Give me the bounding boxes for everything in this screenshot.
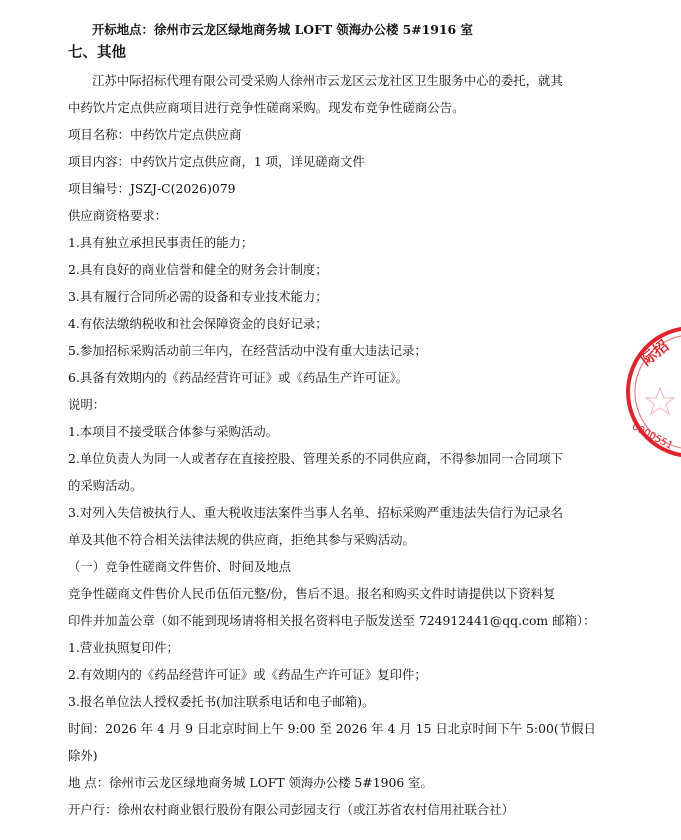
section-heading: 七、其他 [68,45,126,61]
location-line: 地 点：徐州市云龙区绿地商务城 LOFT 领海办公楼 5#1906 室。 [68,775,433,790]
notes-title: 说明： [68,397,106,412]
intro-paragraph-line-2: 中药饮片定点供应商项目进行竞争性磋商采购。现发布竞争性磋商公告。 [68,100,465,115]
opening-location-line: 开标地点：徐州市云龙区绿地商务城 LOFT 领海办公楼 5#1916 室 [92,22,473,37]
seal-text-top: 际招 [637,336,673,370]
seal-graphic [620,318,681,468]
qualification-title: 供应商资格要求： [68,208,168,223]
note-item: 2.单位负责人为同一人或者存在直接控股、管理关系的不同供应商，不得参加同一合同项下 [68,451,564,466]
note-item: 1.本项目不接受联合体参与采购活动。 [68,424,279,439]
subsection-title: （一）竞争性磋商文件售价、时间及地点 [68,559,292,574]
company-seal [620,318,681,468]
price-paragraph-line-1: 竞争性磋商文件售价人民币伍佰元整/份，售后不退。报名和购买文件时请提供以下资料复 [68,586,556,601]
intro-paragraph-line-1: 江苏中际招标代理有限公司受采购人徐州市云龙区云龙社区卫生服务中心的委托，就其 [92,73,563,88]
price-paragraph-line-2: 印件并加盖公章（如不能到现场请将相关报名资料电子版发送至 724912441@qq.com 邮箱）： [68,613,596,628]
qualification-item: 3.具有履行合同所必需的设备和专业技术能力； [68,289,328,304]
required-doc-item: 1.营业执照复印件； [68,640,179,655]
time-line-2: 除外) [68,748,98,763]
note-item-continued: 的采购活动。 [68,478,143,493]
project-content: 项目内容：中药饮片定点供应商，1 项，详见磋商文件 [68,154,365,169]
qualification-item: 5.参加招标采购活动前三年内，在经营活动中没有重大违法记录； [68,343,427,358]
qualification-item: 2.具有良好的商业信誉和健全的财务会计制度； [68,262,328,277]
qualification-item: 6.具备有效期内的《药品经营许可证》或《药品生产许可证》。 [68,370,409,385]
bank-line: 开户行：徐州农村商业银行股份有限公司彭园支行（或江苏省农村信用社联合社） [68,802,515,817]
project-name: 项目名称：中药饮片定点供应商 [68,127,242,142]
required-doc-item: 3.报名单位法人授权委托书(加注联系电话和电子邮箱)。 [68,694,375,709]
qualification-item: 4.有依法缴纳税收和社会保障资金的良好记录； [68,316,328,331]
time-line-1: 时间：2026 年 4 月 9 日北京时间上午 9:00 至 2026 年 4 月 15 日北京时间下午 5:00(节假日 [68,721,596,736]
seal-text-bottom: 0000551 [629,421,675,452]
note-item: 3.对列入失信被执行人、重大税收违法案件当事人名单、招标采购严重违法失信行为记录名 [68,505,564,520]
seal-star-icon [646,388,674,414]
required-doc-item: 2.有效期内的《药品经营许可证》或《药品生产许可证》复印件； [68,667,427,682]
note-item-continued: 单及其他不符合相关法律法规的供应商，拒绝其参与采购活动。 [68,532,415,547]
project-number: 项目编号：JSZJ-C(2026)079 [68,181,236,196]
qualification-item: 1.具有独立承担民事责任的能力； [68,235,254,250]
